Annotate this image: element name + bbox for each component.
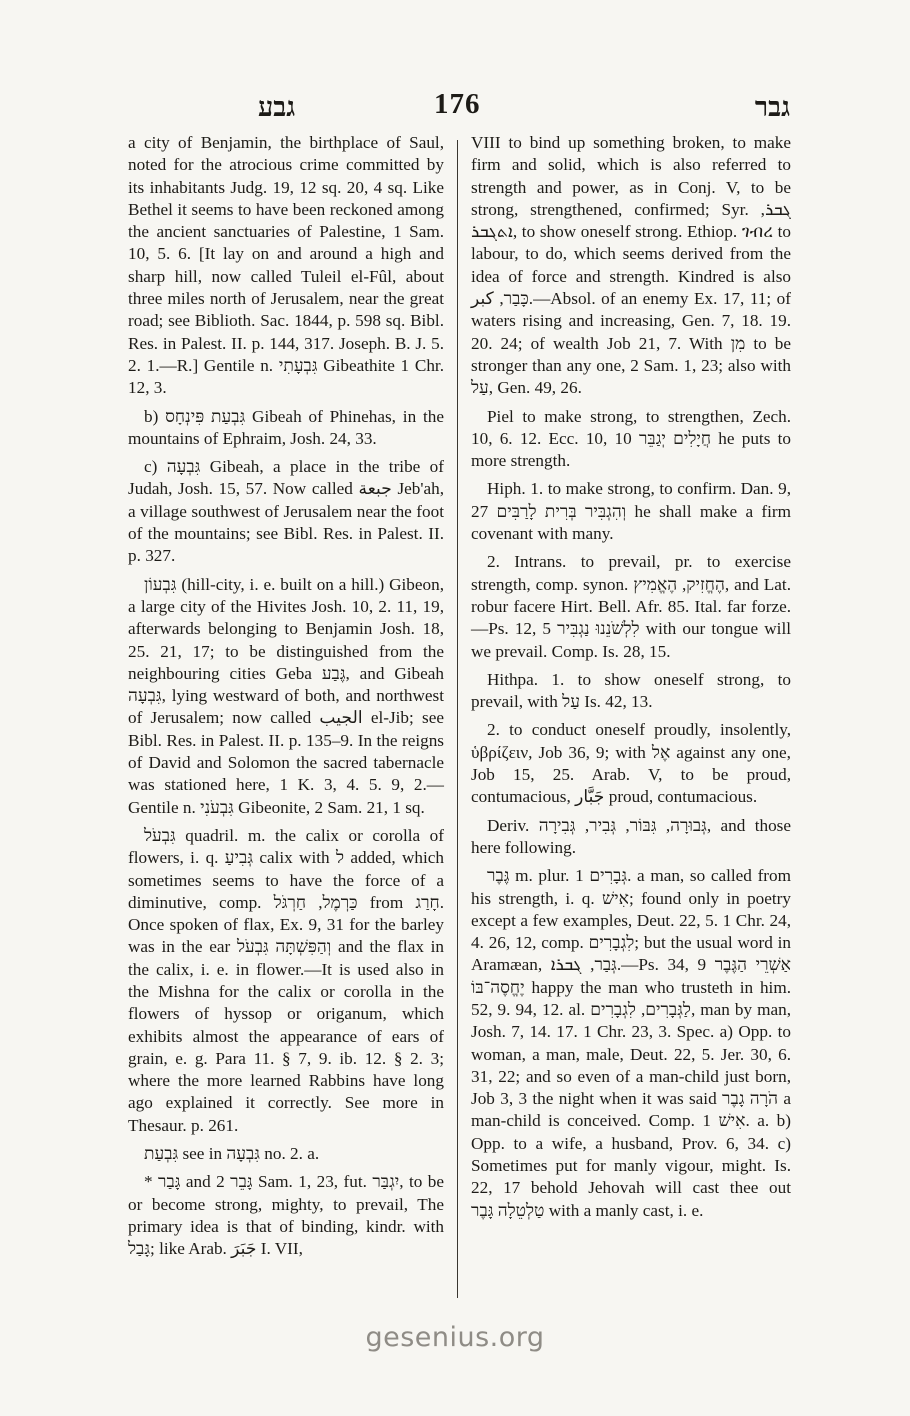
entry-paragraph: Hiph. 1. to make strong, to confirm. Dan. 9, 27 וְהִגְבִּיר בְּרִית לָרַבִּים he shall make a firm covenant with many. (471, 479, 792, 544)
entry-paragraph: c) גִּבְעָה Gibeah, a place in the tribe of Judah, Josh. 15, 57. Now called جبعة Jeb'ah, a village southwest of Jerusalem near the foot of the mountains; see Bibl. Res. in Palest. II. p. 327. (128, 457, 445, 566)
entry-paragraph: 2. to conduct oneself proudly, insolently, ὑβρίζειν, Job 36, 9; with אֶל against any one, Job 15, 25. Arab. V, to be proud, contumacious, جَبَّار proud, contumacious. (471, 720, 791, 807)
entry-paragraph: a city of Benjamin, the birthplace of Saul, noted for the atrocious crime committed by its inhabitants Judg. 19, 12 sq. 20, 4 sq. Like Bethel it seems to have been reckoned among the ancient sanctuaries of Palestine, 1 Sam. 10, 5. 6. [It lay on and around a high and sharp hill, now called Tuleil el-Fûl, about three miles north of Jerusalem, near the great road; see Biblioth. Sac. 1844, p. 598 sq. Bibl. Res. in Palest. II. p. 144, 317. Joseph. B. J. 5. 2. 1.—R.] Gentile n. גִּבְעָתִי Gibeathite 1 Chr. 12, 3. (128, 133, 445, 398)
entry-paragraph: Deriv. גְּבוּרָה, גִּבּוֹר, גְּבִיר, גְּבִירָה, and those here following. (471, 815, 791, 857)
entry-paragraph: b) גִּבְעַת פִּינְחָס Gibeah of Phinehas, in the mountains of Ephraim, Josh. 24, 33. (128, 406, 444, 448)
entry-paragraph: * גָּבַר and גָּבֵר 2 Sam. 1, 23, fut. יִגְבַּר, to be or become strong, mighty, to prevail, The primary idea is that of binding, kindr. with גָּבַל; like Arab. جَبَرَ I. VII, (128, 1172, 445, 1259)
entry-paragraph: 2. Intrans. to prevail, pr. to exercise strength, comp. synon. הֶחֱזִיק, הֶאֱמִיץ, and Lat. robur facere Hirt. Bell. Afr. 85. Ital. far forze.—Ps. 12, 5 לִלְשֹׁנֵנוּ נַגְבִּיר with our tongue will we prevail. Comp. Is. 28, 15. (471, 552, 792, 661)
entry-paragraph: VIII to bind up something broken, to make firm and solid, which is also referred to strength and power, as in Conj. V, to be strong, strengthened, confirmed; Syr. ܓܒܪ, ܐܬܓܒܪ, to show oneself strong. Ethiop. ገብረ to labour, to do, which seems derived from the idea of force and strength. Kindred is also כָּבַר, كبر.—Absol. of an enemy Ex. 17, 11; of waters rising and increasing, Gen. 7, 18. 19. 20. 24; of wealth Job 21, 7. With מִן to be stronger than any one, 2 Sam. 1, 23; also with עַל, Gen. 49, 26. (471, 133, 791, 398)
page-number: 176 (434, 88, 481, 120)
left-running-headword: גבע (258, 92, 296, 122)
site-watermark: gesenius.org (365, 1322, 545, 1353)
entry-paragraph: Piel to make strong, to strengthen, Zech. 10, 6. 12. Ecc. 10, 10 חֲיָלִים יְגַבֵּר he puts to more strength. (471, 406, 791, 471)
right-running-headword: גבר (754, 92, 790, 122)
entry-paragraph: גִּבְעוֹן (hill-city, i. e. built on a hill.) Gibeon, a large city of the Hivites Josh. 10, 2. 11, 19, afterwards belonging to Benjamin Josh. 18, 25. 21, 17; to be distinguished from the neighbouring cities Geba גֶּבַע, and Gibeah גִּבְעָה, lying westward of both, and northwest of Jerusalem; now called الجيب el-Jib; see Bibl. Res. in Palest. II. p. 135–9. In the reigns of David and Solomon the sacred tabernacle was stationed here, 1 K. 3, 4. 5. 9, 2.—Gentile n. גִּבְעֹנִי Gibeonite, 2 Sam. 21, 1 sq. (128, 574, 444, 817)
entry-paragraph: גִּבְעֹל quadril. m. the calix or corolla of flowers, i. q. גְּבִיעַ calix with ל added, which sometimes seems to have the force of a diminutive, comp. כַּרְמֶל, חַרְגֹּל from חָרַג. Once spoken of flax, Ex. 9, 31 for the barley was in the ear וְהַפִּשְׁתָּה גִּבְעֹל and the flax in the calix, i. e. in flower.—It is used also in the Mishna for the calix or corolla in the flowers of hyssop or origanum, which exhibits almost the appearance of ears of grain, e. g. Para 11. § 7, 9. ib. 12. § 2. 3; where the more learned Rabbins have long ago explained it correctly. See more in Thesaur. p. 261. (128, 825, 445, 1135)
right-column (471, 132, 791, 1228)
entry-paragraph: Hithpa. 1. to show oneself strong, to prevail, with עַל Is. 42, 13. (471, 669, 791, 712)
column-divider (457, 140, 458, 1298)
left-column (128, 132, 444, 1267)
page-header (128, 88, 792, 128)
entry-paragraph: גִּבְעַת see in גִּבְעָה no. 2. a. (144, 1144, 320, 1164)
entry-paragraph: גֶּבֶר m. plur. גְּבָרִים 1. a man, so called from his strength, i. q. אִישׁ; found only in poetry except a few examples, Deut. 22, 5. 1 Chr. 24, 4. 26, 12, comp. לִגְבָרִים; but the usual word in Aramæan, גְּבַר, ܓܒܪܐ.—Ps. 34, 9 אַשְׁרֵי הַגֶּבֶר יֶחֱסֶה־בּוֹ happy the man who trusteth in him. 52, 9. 94, 12. al. לַגְּבָרִים, לִגְבָרִים, man by man, Josh. 7, 14. 17. 1 Chr. 23, 3. Spec. a) Opp. to woman, a man, male, Deut. 22, 5. Jer. 30, 6. 31, 22; and so even of a man-child just born, Job 3, 3 the night when it was said הֹרָה גָבֶר a man-child is conceived. Comp. אִישׁ 1. a. b) Opp. to a wife, a husband, Prov. 6, 34. c) Sometimes put for manly vigour, might. Is. 22, 17 behold Jehovah will cast thee out טַלְטֵלָה גָּבֶר with a manly cast, i. e. (471, 866, 792, 1220)
